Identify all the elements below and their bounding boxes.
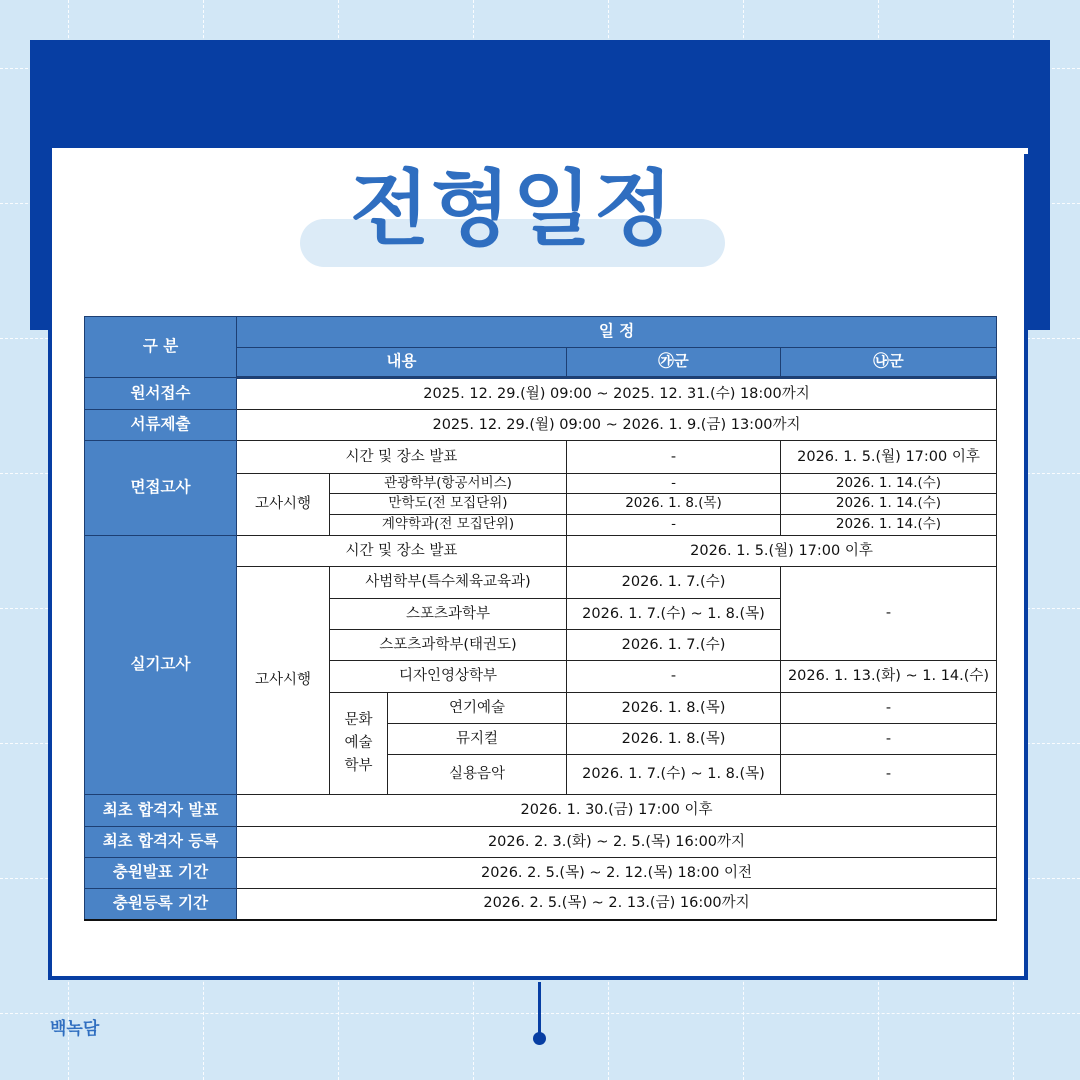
header-schedule: 일 정 [237, 317, 997, 348]
application-period: 2025. 12. 29.(월) 09:00 ~ 2025. 12. 31.(수) 18:00까지 [237, 378, 997, 410]
interview-na: 2026. 1. 14.(수) [781, 474, 997, 494]
row-label-practical: 실기고사 [85, 536, 237, 795]
interview-dept: 만학도(전 모집단위) [330, 494, 567, 515]
interview-ga: 2026. 1. 8.(목) [567, 494, 781, 515]
interview-announce-label: 시간 및 장소 발표 [237, 441, 567, 474]
connector-dot [533, 1032, 546, 1045]
header-group-ga: ㉮군 [567, 348, 781, 378]
practical-exam-label: 고사시행 [237, 567, 330, 795]
header-content: 내용 [237, 348, 567, 378]
practical-ga: 2026. 1. 7.(수) [567, 630, 781, 661]
interview-ga: - [567, 474, 781, 494]
connector-line [538, 982, 541, 1036]
practical-ga: - [567, 661, 781, 693]
interview-exam-label: 고사시행 [237, 474, 330, 536]
first-pass-announce-date: 2026. 1. 30.(금) 17:00 이후 [237, 795, 997, 827]
card-top-edge [52, 148, 1028, 154]
culture-arts-label [330, 693, 388, 795]
row-label-documents: 서류제출 [85, 410, 237, 441]
interview-dept: 관광학부(항공서비스) [330, 474, 567, 494]
culture-major: 실용음악 [388, 755, 567, 795]
interview-na: 2026. 1. 14.(수) [781, 515, 997, 536]
culture-na: - [781, 755, 997, 795]
culture-major: 뮤지컬 [388, 724, 567, 755]
schedule-table [84, 316, 997, 921]
interview-announce-ga: - [567, 441, 781, 474]
practical-dept: 사범학부(특수체육교육과) [330, 567, 567, 599]
practical-dept: 스포츠과학부(태권도) [330, 630, 567, 661]
row-label-interview: 면접고사 [85, 441, 237, 536]
interview-announce-na: 2026. 1. 5.(월) 17:00 이후 [781, 441, 997, 474]
row-label-application: 원서접수 [85, 378, 237, 410]
practical-announce-value: 2026. 1. 5.(월) 17:00 이후 [567, 536, 997, 567]
interview-dept: 계약학과(전 모집단위) [330, 515, 567, 536]
header-group-na: ㉯군 [781, 348, 997, 378]
documents-period: 2025. 12. 29.(월) 09:00 ~ 2026. 1. 9.(금) 13:00까지 [237, 410, 997, 441]
practical-na: 2026. 1. 13.(화) ~ 1. 14.(수) [781, 661, 997, 693]
practical-announce-label: 시간 및 장소 발표 [237, 536, 567, 567]
culture-ga: 2026. 1. 7.(수) ~ 1. 8.(목) [567, 755, 781, 795]
culture-label-line: 문화 [344, 711, 373, 728]
culture-label-line: 학부 [344, 758, 373, 775]
practical-ga: 2026. 1. 7.(수) ~ 1. 8.(목) [567, 599, 781, 630]
culture-ga: 2026. 1. 8.(목) [567, 724, 781, 755]
practical-dept: 디자인영상학부 [330, 661, 567, 693]
culture-ga: 2026. 1. 8.(목) [567, 693, 781, 724]
practical-dept: 스포츠과학부 [330, 599, 567, 630]
culture-label-line: 예술 [344, 734, 373, 751]
header-category: 구 분 [85, 317, 237, 378]
culture-major: 연기예술 [388, 693, 567, 724]
brand-name: 백녹담 [50, 1019, 100, 1039]
page-title: 전형일정 [350, 162, 675, 257]
row-label-additional-announce: 충원발표 기간 [85, 858, 237, 889]
row-label-first-pass-announce: 최초 합격자 발표 [85, 795, 237, 827]
culture-na: - [781, 693, 997, 724]
interview-ga: - [567, 515, 781, 536]
practical-na-merged: - [781, 567, 997, 661]
row-label-additional-register: 충원등록 기간 [85, 889, 237, 920]
row-label-first-pass-register: 최초 합격자 등록 [85, 827, 237, 858]
first-pass-register-date: 2026. 2. 3.(화) ~ 2. 5.(목) 16:00까지 [237, 827, 997, 858]
culture-na: - [781, 724, 997, 755]
additional-register-date: 2026. 2. 5.(목) ~ 2. 13.(금) 16:00까지 [237, 889, 997, 920]
additional-announce-date: 2026. 2. 5.(목) ~ 2. 12.(목) 18:00 이전 [237, 858, 997, 889]
practical-ga: 2026. 1. 7.(수) [567, 567, 781, 599]
interview-na: 2026. 1. 14.(수) [781, 494, 997, 515]
